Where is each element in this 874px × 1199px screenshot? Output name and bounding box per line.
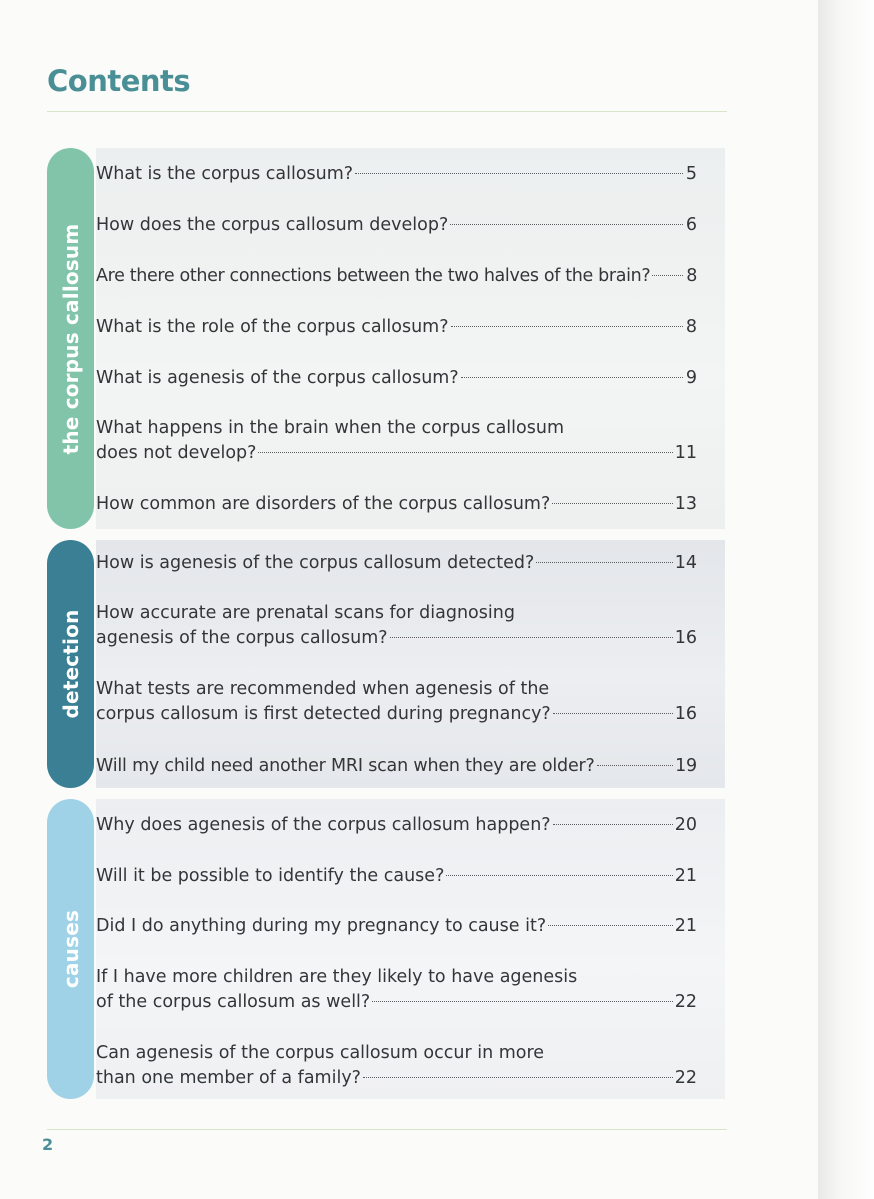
toc-entry-page: 16 [674,628,697,648]
toc-entry-text-first-line: Can agenesis of the corpus callosum occur in more [96,1043,545,1063]
top-divider [47,111,727,112]
toc-entry[interactable] [96,965,697,1015]
toc-entry-page: 16 [674,704,697,724]
toc-entry-page: 21 [674,916,697,936]
toc-entry-page: 13 [674,494,697,514]
toc-entry-page: 6 [685,215,697,235]
toc-entry-page: 9 [685,368,697,388]
toc-entry-text: Will my child need another MRI scan when they are older? [96,756,595,776]
section-detection [47,540,725,788]
leader-dots [553,713,673,714]
toc-entry[interactable] [96,162,697,187]
leader-dots [553,824,673,825]
section-causes [47,799,725,1099]
toc-entry-text: Did I do anything during my pregnancy to cause it? [96,916,547,936]
toc-entry-page: 22 [674,1068,697,1088]
leader-dots [446,875,672,876]
toc-entry-page: 8 [686,266,697,286]
toc-entry[interactable] [96,1041,697,1091]
toc-entry[interactable] [96,914,697,939]
section-tab[interactable] [47,540,94,788]
section-panel [96,799,725,1099]
toc-entry[interactable] [96,864,697,889]
toc-entry-text: What is agenesis of the corpus callosum? [96,368,459,388]
section-tab[interactable] [47,148,94,529]
toc-entry-text: What is the role of the corpus callosum? [96,317,449,337]
leader-dots [451,326,683,327]
toc-entry-text-first-line: What tests are recommended when agenesis of the [96,679,550,699]
leader-dots [652,275,683,276]
leader-dots [597,765,674,766]
toc-entry[interactable] [96,366,697,391]
toc-entry[interactable] [96,264,697,289]
leader-dots [355,173,683,174]
leader-dots [461,377,683,378]
toc-entry-page: 14 [674,553,697,573]
toc-entry-text-first-line: How accurate are prenatal scans for diagnosing [96,603,515,623]
toc-entry-text: of the corpus callosum as well? [96,992,371,1012]
toc-entry[interactable] [96,754,697,779]
section-tab-label: detection [58,609,83,719]
section-panel [96,540,725,788]
toc-entry-text-first-line: If I have more children are they likely to have agenesis [96,967,578,987]
section-panel [96,148,725,529]
leader-dots [552,503,672,504]
leader-dots [363,1077,673,1078]
leader-dots [258,452,672,453]
section-the-corpus-callosum [47,148,725,529]
toc-entry[interactable] [96,551,697,576]
section-tab[interactable] [47,799,94,1099]
leader-dots [548,925,673,926]
toc-entry[interactable] [96,492,697,517]
toc-entry-page: 8 [685,317,697,337]
toc-entry-page: 20 [674,815,697,835]
toc-entry-text: Why does agenesis of the corpus callosum happen? [96,815,551,835]
leader-dots [390,637,673,638]
page-edge [818,0,874,1199]
toc-entry-page: 19 [675,756,697,776]
page-title: Contents [47,64,191,98]
section-tab-label: causes [58,909,83,989]
toc-entry-page: 5 [685,164,697,184]
leader-dots [372,1001,673,1002]
toc-entry-text: Will it be possible to identify the cause? [96,866,445,886]
section-tab-label: the corpus callosum [58,223,83,454]
toc-entry-page: 11 [674,443,697,463]
toc-entry[interactable] [96,315,697,340]
toc-entry[interactable] [96,213,697,238]
toc-entry[interactable] [96,601,697,651]
toc-entry[interactable] [96,677,697,727]
leader-dots [450,224,683,225]
toc-entry[interactable] [96,416,697,466]
leader-dots [536,562,672,563]
bottom-divider [47,1129,727,1130]
page-number: 2 [42,1135,54,1154]
toc-entry-text-first-line: What happens in the brain when the corpus callosum [96,418,564,438]
toc-entry-text: corpus callosum is first detected during pregnancy? [96,704,551,724]
toc-entry-text: does not develop? [96,443,257,463]
toc-entry-page: 22 [674,992,697,1012]
toc-entry-text: How is agenesis of the corpus callosum detected? [96,553,535,573]
toc-entry-text: than one member of a family? [96,1068,361,1088]
toc-entry-text: How common are disorders of the corpus callosum? [96,494,551,514]
toc-entry[interactable] [96,813,697,838]
toc-entry-text: How does the corpus callosum develop? [96,215,449,235]
toc-entry-text: What is the corpus callosum? [96,164,354,184]
toc-entry-page: 21 [674,866,697,886]
toc-entry-text: agenesis of the corpus callosum? [96,628,388,648]
toc-entry-text: Are there other connections between the two halves of the brain? [96,266,651,286]
